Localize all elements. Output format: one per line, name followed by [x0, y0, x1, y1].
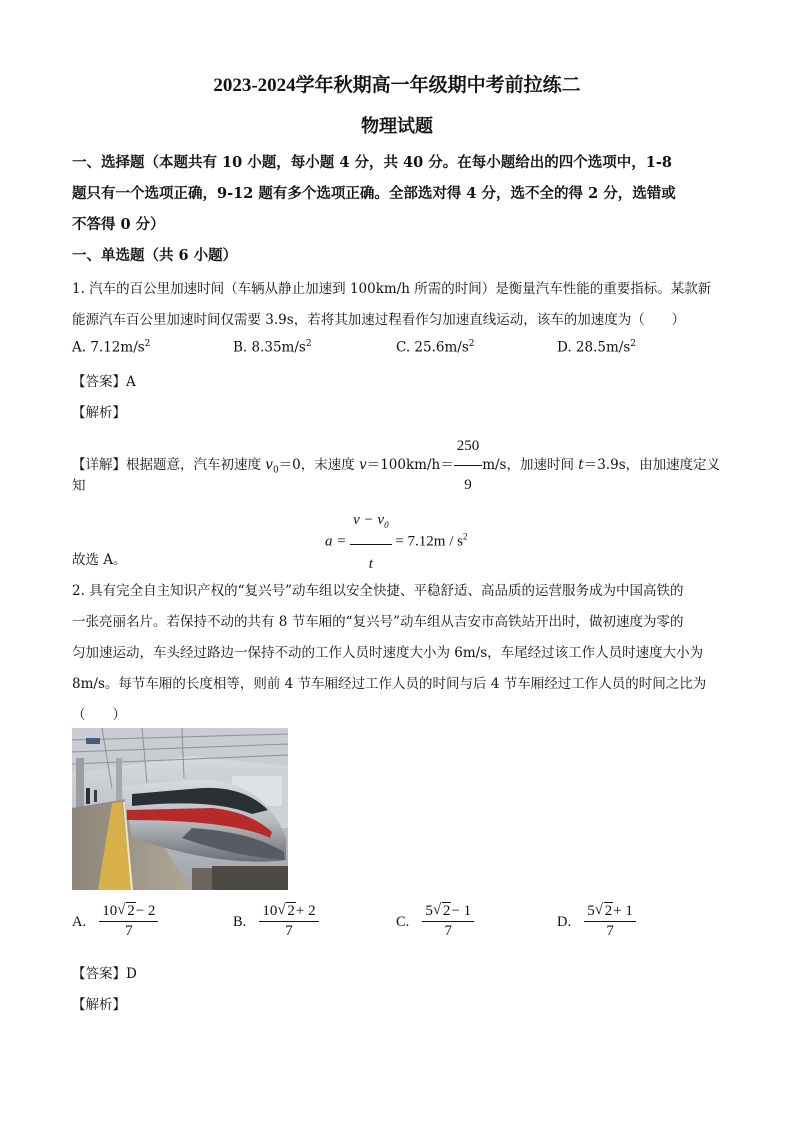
q1-detail-line2: 知	[72, 478, 86, 494]
q2-stem-line1: 2. 具有完全自主知识产权的“复兴号”动车组以安全快捷、平稳舒适、高品质的运营服务成为中国高铁的	[72, 583, 684, 599]
q1-detail-line1: 【详解】根据题意，汽车初速度 $v_0=0$，末速度 v＝100km/h＝ $\frac{250}{9}$ m/s，加速时间 t＝3.9s，由加速度定义	[72, 428, 720, 503]
q1-stem-line1: 1. 汽车的百公里加速时间（车辆从静止加速到 100km/h 所需的时间）是衡量汽车性能的重要指标。某款新	[72, 281, 712, 297]
train-photo	[72, 728, 288, 890]
q1-option-b: B. $8.35m/s^2$	[233, 339, 312, 356]
q1-stem-line2: 能源汽车百公里加速时间仅需要 3.9s，若将其加速过程看作匀加速直线运动，该车的加速度为（ ）	[72, 312, 686, 328]
section-instructions-line3: 不答得 0 分）	[72, 216, 165, 233]
page-subtitle: 物理试题	[361, 116, 433, 136]
q2-stem-line5: （ ）	[72, 707, 126, 723]
q1-analysis-tag: 【解析】	[72, 405, 126, 421]
q1-answer: 【答案】A	[72, 374, 136, 390]
q2-option-a: A. 10 √ 2− 2 7	[72, 903, 158, 940]
q2-stem-line3: 匀加速运动，车头经过路边一保持不动的工作人员时速度大小为 6m/s，车尾经过该工作人员时速度大小为	[72, 645, 704, 661]
q1-option-d: D. $28.5m/s^2$	[557, 339, 636, 356]
q2-option-d: D. 5 √ 2+ 1 7	[557, 903, 636, 940]
q2-analysis-tag: 【解析】	[72, 997, 126, 1013]
q1-option-a: A. $7.12m/s^2$	[72, 339, 151, 356]
page-title: 2023-2024学年秋期高一年级期中考前拉练二	[213, 75, 581, 96]
q2-stem-line2: 一张亮丽名片。若保持不动的共有 8 节车厢的“复兴号”动车组从吉安市高铁站开出时，做初速度为零的	[72, 614, 684, 630]
section-instructions-line2: 题只有一个选项正确，9-12 题有多个选项正确。全部选对得 4 分，选不全的得 2 分，选错或	[72, 185, 676, 202]
q1-option-c: C. $25.6m/s^2$	[396, 339, 475, 356]
q2-answer: 【答案】D	[72, 966, 137, 982]
q1-formula: a = $\frac{v - v_0}{t}$ = $7.12m / s^2$	[325, 502, 467, 582]
q1-fraction-250-9: $\frac{250}{9}$	[454, 428, 483, 503]
section-subheading: 一、单选题（共 6 小题）	[72, 247, 238, 264]
section-instructions-line1: 一、选择题（本题共有 10 小题，每小题 4 分，共 40 分。在每小题给出的四个选项中，1-8	[72, 154, 672, 171]
q2-stem-line4: 8m/s。每节车厢的长度相等，则前 4 节车厢经过工作人员的时间与后 4 节车厢经过工作人员的时间之比为	[72, 676, 707, 692]
q2-option-c: C. 5 √ 2− 1 7	[396, 903, 474, 940]
q2-option-b: B. 10 √ 2+ 2 7	[233, 903, 319, 940]
q1-conclusion: 故选 A。	[72, 552, 127, 568]
